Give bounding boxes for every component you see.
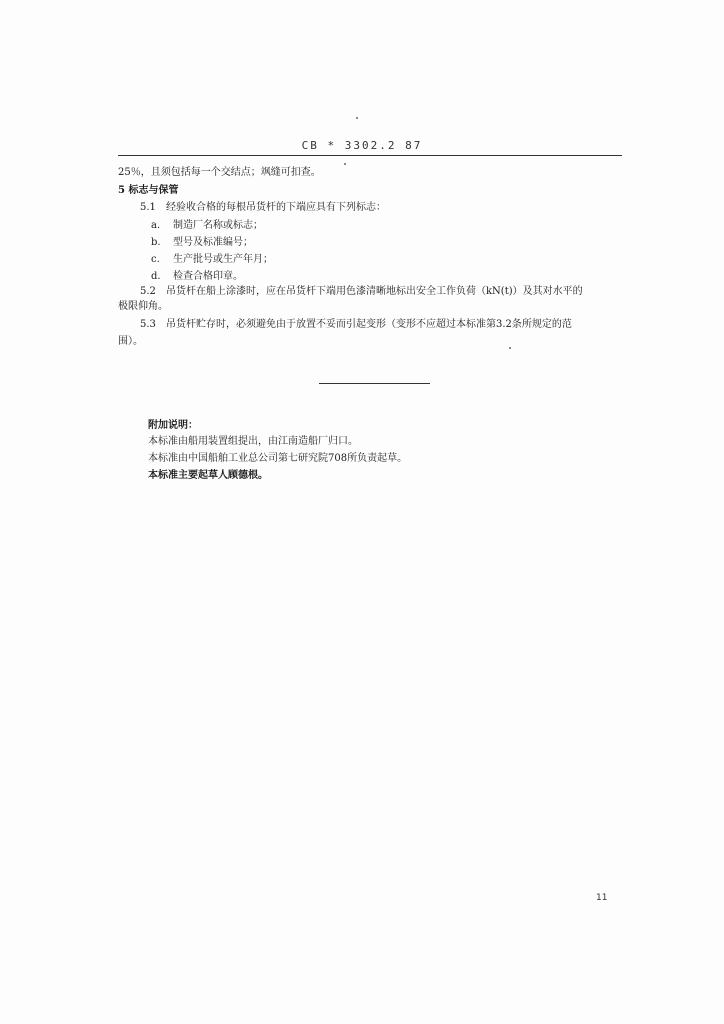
additional-notes-title: 附加说明： (148, 420, 198, 431)
list-text: 型号及标准编号； (173, 237, 253, 248)
clause-5-3 (140, 318, 622, 332)
list-marker: c. (151, 254, 160, 265)
header-rule (118, 155, 622, 156)
additional-note-line: 本标准主要起草人顾德根。 (148, 470, 268, 481)
scan-speck (356, 117, 358, 119)
list-marker: b. (151, 237, 161, 248)
clause-number: 5.1 (140, 202, 156, 213)
scan-speck (509, 347, 511, 349)
standard-code-header: CB * 3302.2 87 (301, 139, 423, 152)
body-line-percent: 25％，且须包括每一个交结点；飒缝可扣查。 (118, 167, 321, 178)
clause-5-2-continuation: 极限仰角。 (118, 301, 168, 312)
list-marker: a. (151, 220, 161, 231)
clause-text: 经验收合格的每根吊货杆的下端应具有下列标志： (166, 202, 386, 213)
list-item-d (151, 270, 622, 284)
additional-note-line: 本标准由中国船舶工业总公司第七研究院708所负责起草。 (148, 453, 408, 464)
clause-text: 吊货杆贮存时，必须避免由于放置不妥而引起变形（变形不应超过本标准第3.2条所规定的范 (166, 319, 572, 330)
clause-text: 吊货杆在船上涂漆时，应在吊货杆下端用色漆清晰地标出安全工作负荷（kN(t)）及其对水平的 (166, 286, 583, 297)
list-text: 生产批号或生产年月； (173, 254, 273, 265)
additional-note-line: 本标准由船用装置组提出，由江南造船厂归口。 (148, 436, 358, 447)
list-item-b (151, 236, 622, 250)
clause-number: 5.3 (140, 319, 156, 330)
list-text: 检查合格印章。 (173, 271, 243, 282)
clause-5-3-continuation: 围）。 (118, 336, 143, 347)
list-item-c (151, 253, 622, 267)
clause-5-1 (140, 201, 622, 215)
list-item-a (151, 219, 622, 233)
section-5-title: 5 标志与保管 (118, 185, 179, 196)
scan-speck (344, 163, 346, 165)
clause-number: 5.2 (140, 286, 156, 297)
page-number: 11 (596, 893, 608, 903)
list-marker: d. (151, 271, 161, 282)
list-text: 制造厂名称或标志； (173, 220, 263, 231)
section-divider (319, 383, 430, 384)
clause-5-2 (140, 285, 622, 299)
